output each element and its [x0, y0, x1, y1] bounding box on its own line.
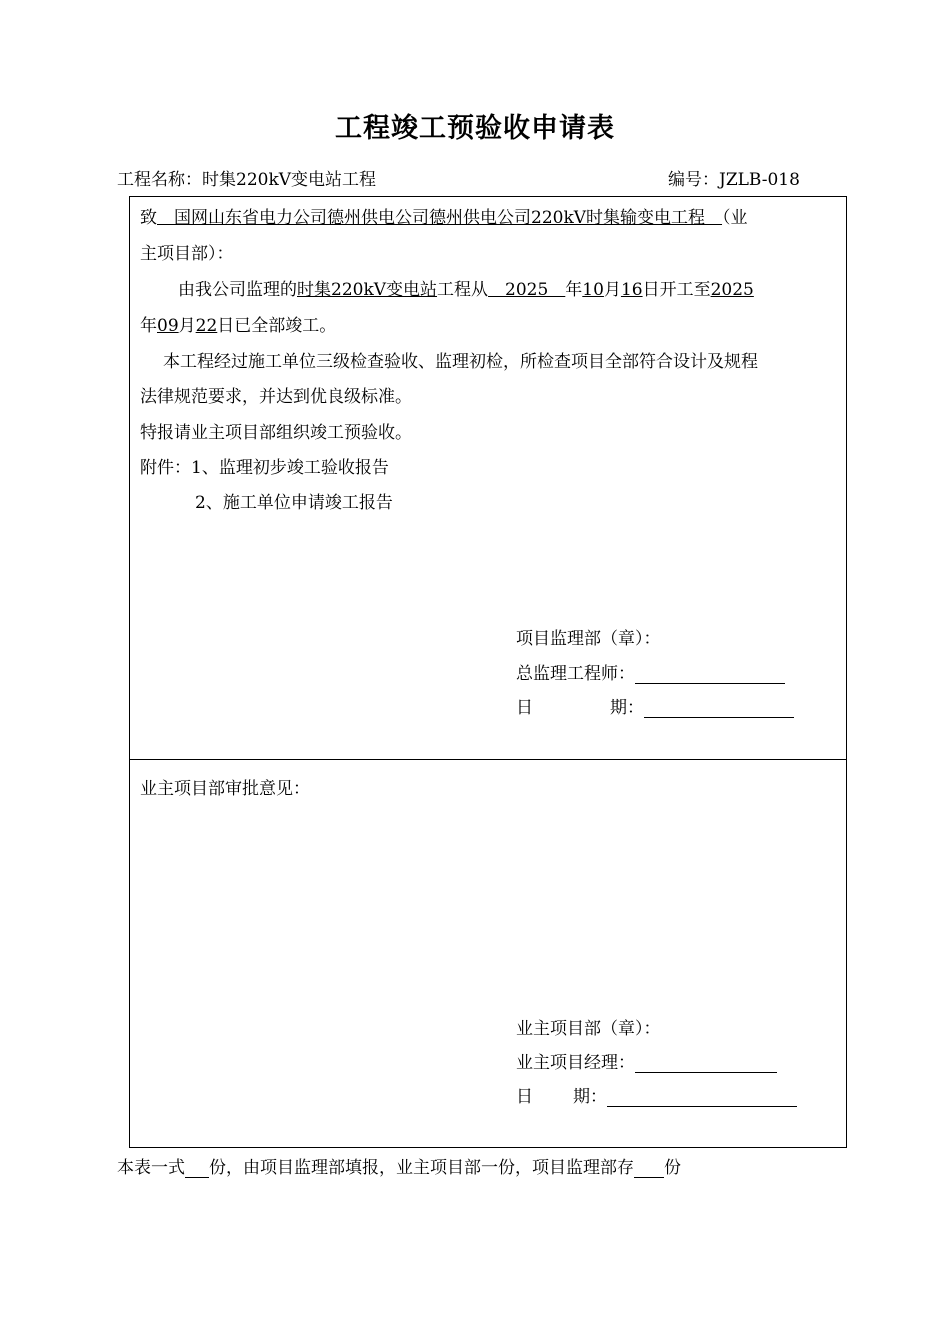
- approval-opinion-label: 业主项目部审批意见：: [140, 779, 310, 799]
- total-copies-field[interactable]: [185, 1159, 209, 1178]
- date-label-a: 日: [516, 698, 533, 718]
- start-day: 16: [620, 280, 643, 300]
- owner-manager-line: [516, 1048, 777, 1073]
- start-year: 2025: [488, 280, 566, 300]
- code-value: JZLB-018: [719, 170, 800, 190]
- date-label-a: 日: [516, 1087, 533, 1107]
- body-text: 由我公司监理的: [178, 280, 297, 300]
- copies-note: [117, 1153, 681, 1178]
- date-label-b: 期：: [610, 698, 644, 718]
- owner-date-line: [516, 1082, 797, 1107]
- owner-manager-label: 业主项目经理：: [516, 1053, 635, 1073]
- project-name-value: 时集220kV变电站工程: [202, 170, 377, 190]
- code-label: 编号：: [668, 170, 719, 190]
- supervision-dept-seal-label: 项目监理部（章）：: [516, 629, 661, 649]
- month-char: 月: [603, 280, 621, 300]
- copies-note-b: 份，由项目监理部填报，业主项目部一份，项目监理部存: [209, 1158, 634, 1178]
- chief-engineer-signature-field[interactable]: [635, 665, 785, 684]
- supervision-date-field[interactable]: [644, 699, 794, 718]
- chief-engineer-line: [516, 659, 785, 684]
- start-month: 10: [582, 280, 604, 300]
- recipient-name: 国网山东省电力公司德州供电公司德州供电公司220kV时集输变电工程: [157, 208, 723, 228]
- owner-dept-seal-label: 业主项目部（章）：: [516, 1019, 661, 1039]
- chief-engineer-label: 总监理工程师：: [516, 664, 635, 684]
- construction-period-line: [178, 275, 754, 300]
- owner-manager-signature-field[interactable]: [635, 1054, 777, 1073]
- to-prefix: 致: [140, 208, 157, 228]
- copies-note-a: 本表一式: [117, 1158, 185, 1178]
- form-title: 工程竣工预验收申请表: [335, 113, 615, 144]
- copies-note-c: 份: [664, 1158, 681, 1178]
- owner-approval-section: [130, 760, 846, 1147]
- recipient-line-2: 主项目部）：: [140, 244, 234, 264]
- project-name-row: [117, 165, 376, 190]
- supervisor-application-section: [130, 197, 846, 760]
- completion-date-line: [140, 311, 336, 336]
- end-month: 09: [157, 316, 179, 336]
- end-year: 2025: [710, 280, 754, 300]
- code-row: [668, 165, 800, 190]
- project-name-label: 工程名称：: [117, 170, 202, 190]
- attachment-2: 2、施工单位申请竣工报告: [195, 493, 393, 513]
- body-text: 工程从: [437, 280, 489, 300]
- owner-date-field[interactable]: [607, 1088, 797, 1107]
- supervision-date-line: [516, 693, 794, 718]
- body-text: 日已全部竣工。: [217, 316, 337, 336]
- recipient-suffix-a: （业: [722, 208, 748, 228]
- end-day: 22: [195, 316, 218, 336]
- year-char: 年: [565, 280, 583, 300]
- request-statement: 特报请业主项目部组织竣工预验收。: [140, 423, 412, 443]
- kept-copies-field[interactable]: [634, 1159, 664, 1178]
- body-text: 日开工至: [642, 280, 711, 300]
- month-char: 月: [178, 316, 196, 336]
- year-char: 年: [140, 316, 157, 336]
- inspection-statement-2: 法律规范要求，并达到优良级标准。: [140, 387, 412, 407]
- attachment-1: 附件：1、监理初步竣工验收报告: [140, 458, 389, 478]
- inspection-statement-1: 本工程经过施工单位三级检查验收、监理初检，所检查项目全部符合设计及规程: [163, 352, 758, 372]
- supervised-project-name: 时集220kV变电站: [297, 280, 438, 300]
- recipient-line: [140, 203, 748, 228]
- date-label-b: 期：: [573, 1087, 607, 1107]
- application-form-table: [129, 196, 847, 1148]
